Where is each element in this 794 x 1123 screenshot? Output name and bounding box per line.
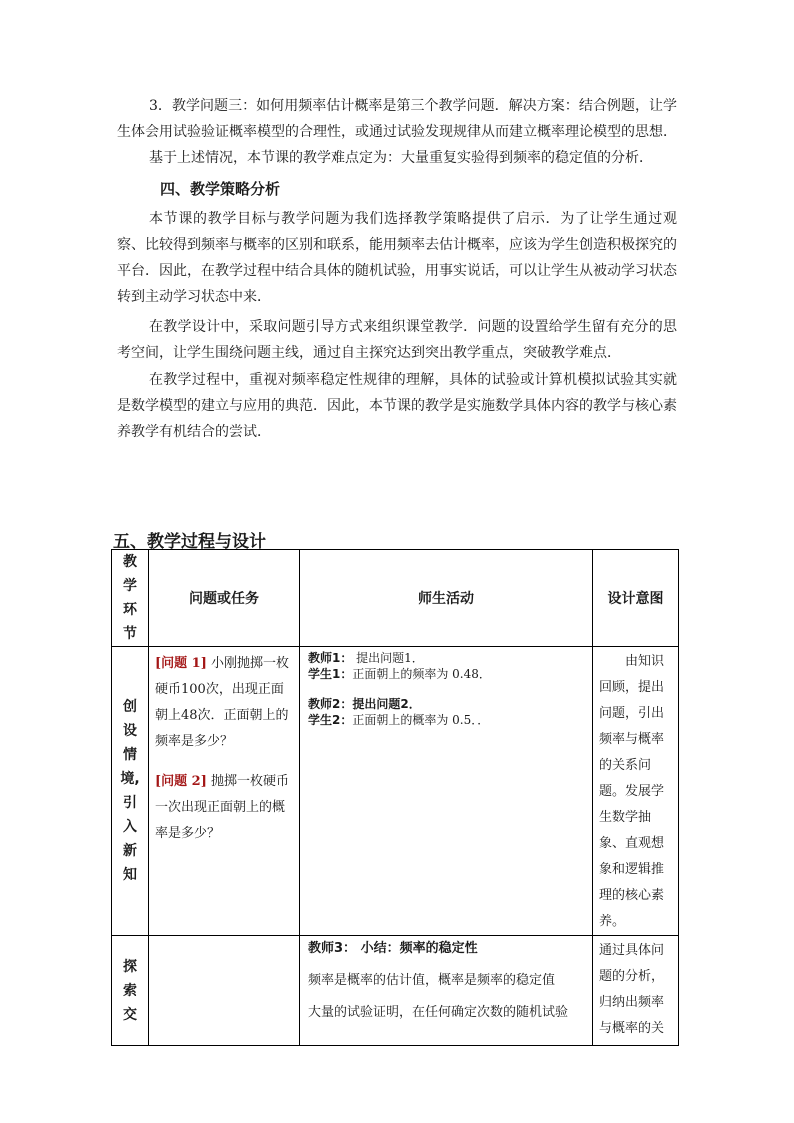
header-intent: 设计意图 (593, 550, 679, 647)
stage-create-context: 创 设 情 境, 引 入 新 知 (112, 647, 149, 936)
task-cell-empty (149, 936, 300, 1046)
teacher-1: 教师1： 提出问题1． (308, 651, 424, 665)
teacher-2: 教师2：提出问题2． (308, 697, 421, 711)
paragraph-process: 在教学过程中，重视对频率稳定性规律的理解，具体的试验或计算机模拟试验其实就是数学模型的建立与应用的典范．因此，本节课的教学是实施数学具体内容的教学与核心素养教学有机结合的尝试． (117, 372, 677, 440)
table-header-row (112, 550, 679, 647)
student-1: 学生1：正面朝上的频率为 0.48． (308, 667, 491, 681)
summary-line-2: 大量的试验证明，在任何确定次数的随机试验 (308, 1005, 569, 1020)
summary-line-1: 频率是概率的估计值，概率是频率的稳定值 (308, 973, 556, 988)
paragraph-problem-three: 3．教学问题三：如何用频率估计概率是第三个教学问题．解决方案：结合例题，让学生体会用试验验证概率模型的合理性，或通过试验发现规律从而建立概率理论模型的思想． (117, 98, 677, 140)
problem-1: [问题 1] 小刚抛掷一枚硬币100次，出现正面朝上48次．正面朝上的频率是多少？ (155, 656, 290, 749)
heading-strategy-analysis: 四、教学策略分析 (160, 180, 281, 198)
intent-cell: 由知识回顾，提出问题，引出频率与概率的关系问题。发展学生数学抽象、直观想象和逻辑推理的核心素养。 (593, 647, 679, 936)
paragraph-difficulty: 基于上述情况，本节课的教学难点定为：大量重复实验得到频率的稳定值的分析． (149, 150, 653, 166)
activity-cell-summary (300, 936, 593, 1046)
teacher-3: 教师3： 小结：频率的稳定性 (308, 941, 478, 956)
teaching-process-table (111, 549, 679, 1046)
header-task: 问题或任务 (149, 550, 300, 647)
paragraph-strategy: 本节课的教学目标与教学问题为我们选择教学策略提供了启示．为了让学生通过观察、比较得到频率与概率的区别和联系，能用频率去估计概率，应该为学生创造积极探究的平台．因此，在教学过程中结合具体的随机试验，用事实说话，可以让学生从被动学习状态转到主动学习状态中来． (117, 211, 677, 305)
activity-cell (300, 647, 593, 936)
paragraph-design: 在教学设计中，采取问题引导方式来组织课堂教学．问题的设置给学生留有充分的思考空间，让学生围绕问题主线，通过自主探究达到突出教学重点，突破教学难点． (117, 319, 677, 361)
header-stage: 教 学 环 节 (112, 550, 149, 647)
table-row (112, 936, 679, 1046)
student-2: 学生2：正面朝上的概率为 0.5．． (308, 713, 490, 727)
header-activity: 师生活动 (300, 550, 593, 647)
table-row (112, 647, 679, 936)
problem-2: [问题 2] 抛掷一枚硬币一次出现正面朝上的概率是多少？ (155, 774, 290, 841)
intent-cell-explore: 通过具体问题的分析，归纳出频率与概率的关 (593, 936, 679, 1046)
task-cell (149, 647, 300, 936)
stage-explore: 探 索 交 (112, 936, 149, 1046)
heading-teaching-process: 五、教学过程与设计 (113, 532, 266, 552)
